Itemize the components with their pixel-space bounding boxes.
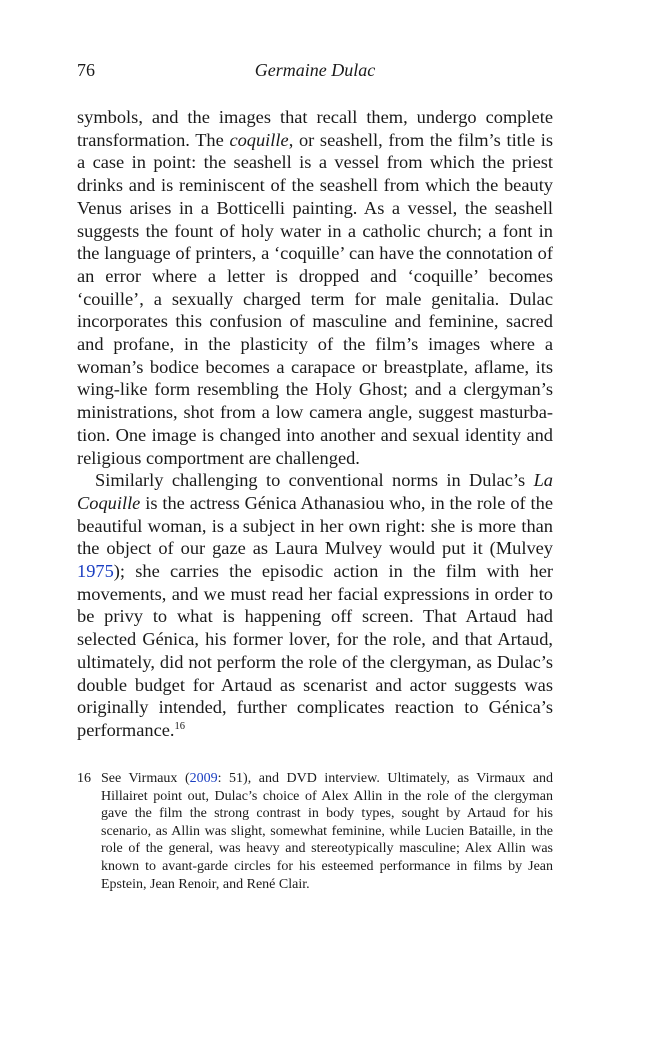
page-number: 76 bbox=[77, 60, 95, 80]
footnote-text-a: See Virmaux ( bbox=[101, 771, 190, 786]
paragraph-1-text-b: , or seashell, from the film’s title is a case in point: the seashell is a vessel from which the priest drinks and is reminiscent of the seashell from which the beauty Venus arises in a Botticelli painting. As a vessel, the seashell suggests the fount of holy water in a catholic church; a font in the language of printers, a ‘coquille’ can have the connotation of an error where a letter is dropped and ‘coquille’ becomes ‘couille’, a sexually charged term for male genitalia. Dulac incorporates this confusion of masculine and feminine, sacred and profane, in the plasticity of the film’s images where a woman’s bodice becomes a carapace or breastplate, aflame, its wing-like form resembling the Holy Ghost; and a clergyman’s ministrations, shot from a low camera angle, suggest masturbation. One image is changed into another and sexual identity and religious comportment are challenged. bbox=[77, 129, 553, 468]
paragraph-2 bbox=[77, 469, 553, 741]
main-text bbox=[77, 106, 553, 742]
running-head: Germaine Dulac bbox=[254, 60, 376, 80]
footnotes bbox=[77, 770, 553, 893]
paragraph-1 bbox=[77, 106, 553, 469]
paragraph-1-text-a: symbols, and the images that recall them, undergo complete transformation. The bbox=[77, 107, 553, 150]
citation-link-virmaux-2009[interactable]: 2009 bbox=[189, 771, 218, 786]
citation-link-mulvey-1975[interactable]: 1975 bbox=[77, 561, 114, 582]
italic-la-coquille: La Coquille bbox=[77, 470, 553, 513]
paragraph-2-text-b: is the actress Génica Athanasiou who, in the role of the beautiful woman, is a subject in her own right: she is more than the object of our gaze as Laura Mulvey would put it (Mulvey bbox=[77, 492, 553, 559]
footnote-16 bbox=[77, 770, 553, 893]
footnote-number: 16 bbox=[77, 771, 91, 786]
paragraph-2-text-a: Similarly challenging to conventional norms in Dulac’s bbox=[95, 470, 534, 491]
footnote-marker-16[interactable]: 16 bbox=[174, 720, 186, 732]
paragraph-2-text-c: ); she carries the episodic action in the film with her movements, and we must read her facial expressions in order to be privy to what is happening off screen. That Artaud had selected Génica, his former lover, for the role, and that Artaud, ultimately, did not perform the role of the clergyman, as Dulac’s double budget for Artaud as scenarist and actor suggests was originally intended, further complicates reaction to Génica’s performance. bbox=[77, 561, 553, 740]
page-header bbox=[77, 60, 553, 88]
italic-coquille: coquille bbox=[229, 129, 289, 150]
footnote-text-b: : 51), and DVD interview. Ultimately, as Virmaux and Hillairet point out, Dulac’s choice of Alex Allin in the role of the clergyman gave the film the strong contrast in body types, sought by Artaud for his scenario, as Allin was slight, somewhat feminine, while Lucien Bataille, in the role of the general, was heavy and stereotypically masculine; Alex Allin was known to avant-garde circles for his esteemed performance in films by Jean Epstein, Jean Renoir, and René Clair. bbox=[101, 771, 553, 892]
